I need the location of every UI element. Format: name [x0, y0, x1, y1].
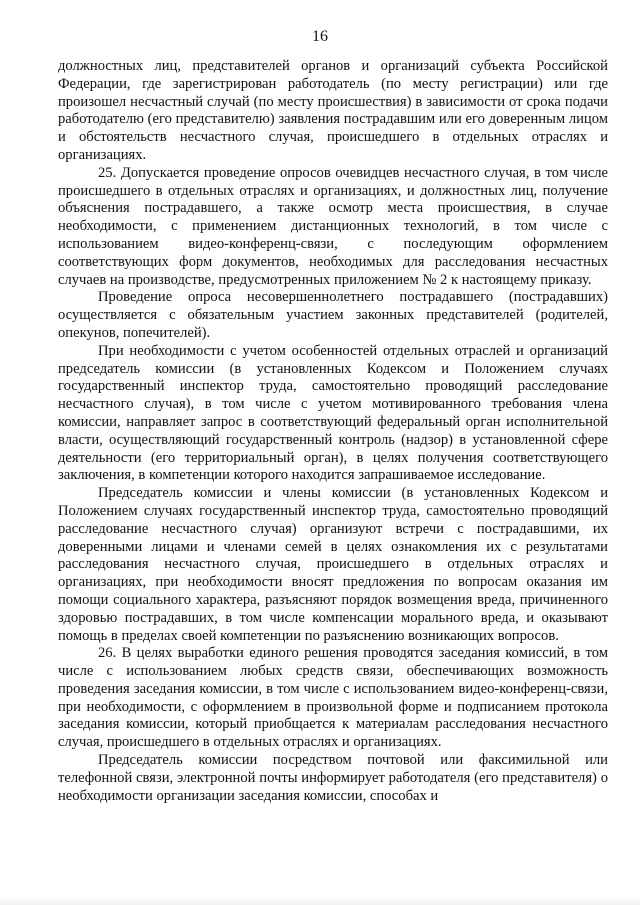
paragraph-continuation: должностных лиц, представителей органов и организаций субъекта Российской Федерации, где зарегистрирован работодатель (по месту регистрации) или где произошел несчастный случай (по месту происшествия) в зависимости от срока подачи работодателю (его представителю) заявления пострадавшим или его доверенным лицом и обстоятельств несчастного случая, происшедшего в отдельных отраслях и организациях.: [58, 58, 608, 163]
paragraph-chair-meetings: Председатель комиссии и члены комиссии (в установленных Кодексом и Положением случаях государственный инспектор труда, самостоятельно проводящий расследование несчастного случая) организуют встречи с пострадавшими, их доверенными лицами и членами семей в целях ознакомления их с результатами расследования несчастного случая, происшедшего в отдельных отраслях и организациях, при необходимости вносят предложения по вопросам оказания им помощи социального характера, разъясняют порядок возмещения вреда, причиненного здоровью пострадавших, в том числе компенсации морального вреда, и оказывают помощь в пределах своей компетенции по разъяснению возникающих вопросов.: [58, 485, 608, 644]
paragraph-clause-25: 25. Допускается проведение опросов очевидцев несчастного случая, в том числе происшедшего в отдельных отраслях и организациях, и должностных лиц, получение объяснения пострадавшего, а также осмотр места происшествия, в случае необходимости, с применением дистанционных технологий, в том числе с использованием видео-конференц-связи, с последующим оформлением соответствующих форм документов, необходимых для расследования несчастных случаев на производстве, предусмотренных приложением № 2 к настоящему приказу.: [58, 164, 608, 288]
scan-edge-shadow: [0, 896, 640, 905]
paragraph-chair-request: При необходимости с учетом особенностей отдельных отраслей и организаций председатель комиссии (в установленных Кодексом и Положением случаях государственный инспектор труда, самостоятельно проводящий расследование несчастного случая), в том числе с учетом мотивированного требования члена комиссии, направляет запрос в соответствующий федеральный орган исполнительной власти, осуществляющий государственный контроль (надзор) в установленной сфере деятельности (его территориальный орган), в целях получения соответствующего заключения, в компетенции которого находится запрашиваемое исследование.: [58, 342, 608, 484]
paragraph-chair-notify: Председатель комиссии посредством почтовой или факсимильной или телефонной связи, электронной почты информирует работодателя (его представителя) о необходимости организации заседания комиссии, способах и: [58, 752, 608, 804]
document-body: [58, 58, 608, 805]
paragraph-minor-survey: Проведение опроса несовершеннолетнего пострадавшего (пострадавших) осуществляется с обязательным участием законных представителей (родителей, опекунов, попечителей).: [58, 289, 608, 341]
page-number: 16: [312, 28, 328, 45]
paragraph-clause-26: 26. В целях выработки единого решения проводятся заседания комиссий, в том числе с использованием любых средств связи, обеспечивающих возможность проведения заседания комиссии, в том числе с использованием видео-конференц-связи, при необходимости, с оформлением в произвольной форме и подписанием протокола заседания комиссии, который приобщается к материалам расследования несчастного случая, происшедшего в отдельных отраслях и организациях.: [58, 645, 608, 751]
